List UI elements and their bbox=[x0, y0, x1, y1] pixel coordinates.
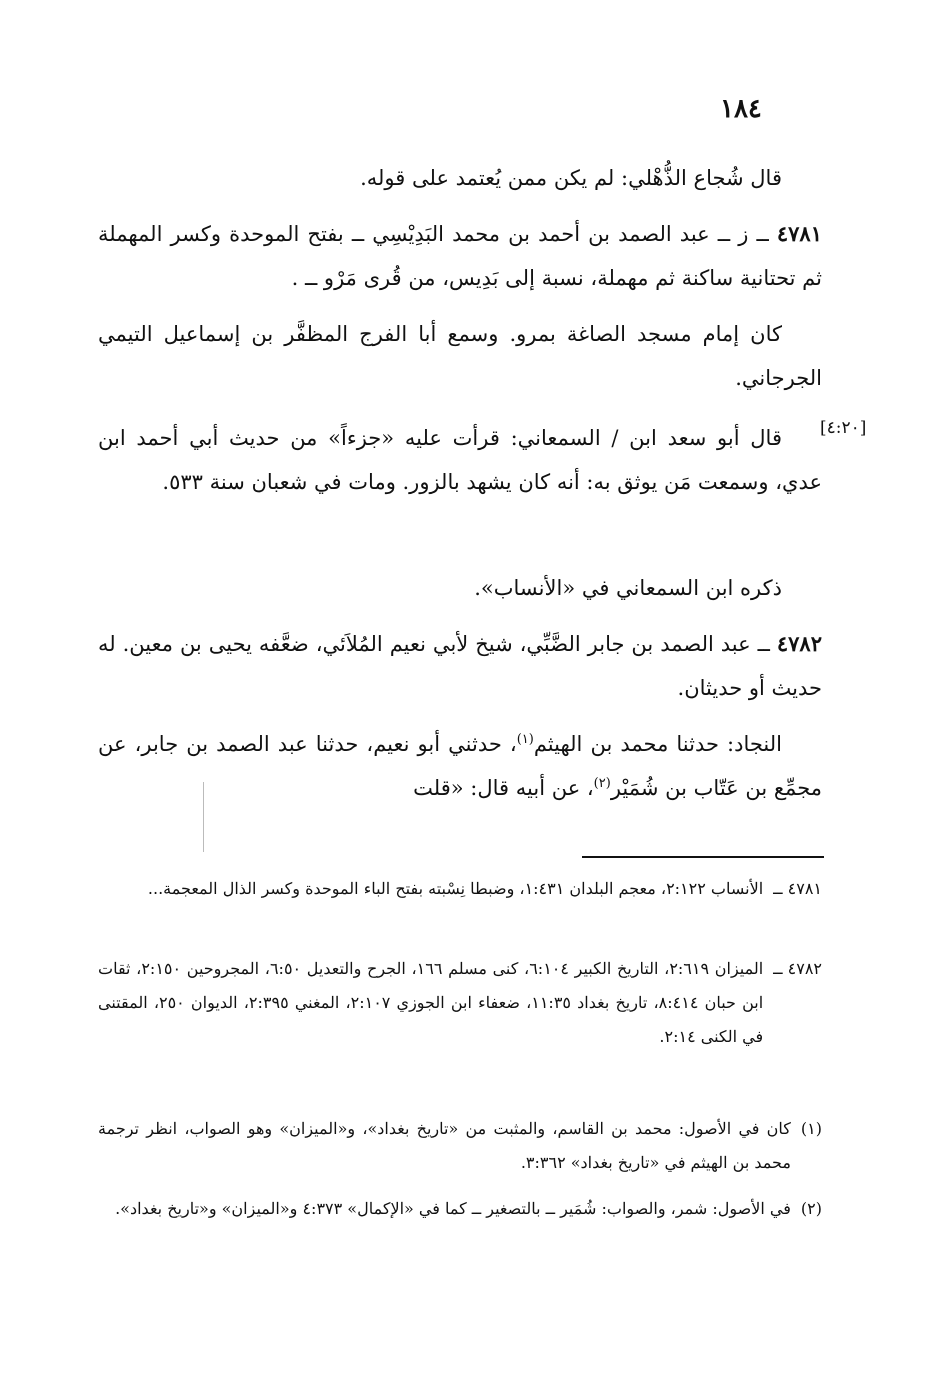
text-segment: ، عن أبيه قال: «قلت bbox=[413, 776, 594, 800]
entry-number: ٤٧٨٢ bbox=[776, 631, 822, 656]
paragraph-samani: قال أبو سعد ابن / السمعاني: قرأت عليه «جزءاً» من حديث أبي أحمد ابن عدي، وسمعت مَن يوثق به: أنه كان يشهد بالزور. ومات في شعبان سنة ٥٣٣. bbox=[98, 426, 822, 494]
text-segment: النجاد: حدثنا محمد بن الهيثم bbox=[533, 732, 782, 756]
entry-text: ــ عبد الصمد بن جابر الضَّبِّي، شيخ لأبي نعيم المُلاَئي، ضعَّفه يحيى بن معين. له حديث أو حديثان. bbox=[98, 632, 822, 700]
footnote-ref-2: (٢) bbox=[593, 776, 611, 791]
footnote-4782 bbox=[98, 952, 822, 1054]
footnote-label: ٤٧٨٢ ــ bbox=[773, 959, 822, 978]
entry-4781 bbox=[98, 212, 822, 300]
page-number: ١٨٤ bbox=[720, 94, 762, 124]
footnote-divider bbox=[582, 856, 824, 858]
paragraph-ansab: ذكره ابن السمعاني في «الأنساب». bbox=[474, 576, 782, 600]
footnote-label: (١) bbox=[800, 1119, 822, 1138]
footnote-label: (٢) bbox=[800, 1199, 822, 1218]
footnote-text: في الأصول: شمر، والصواب: شُمَير ــ بالتصغير ــ كما في «الإكمال» ٤:٣٧٣ و«الميزان» و«تاريخ بغداد». bbox=[115, 1199, 791, 1218]
entry-text: ــ ز ــ عبد الصمد بن أحمد بن محمد البَدِيْسِي ــ بفتح الموحدة وكسر المهملة ثم تحتانية ساكنة ثم مهملة، نسبة إلى بَدِيس، من قُرى مَرْو ــ . bbox=[98, 222, 822, 290]
footnote-2 bbox=[98, 1192, 822, 1226]
paragraph-imam: كان إمام مسجد الصاغة بمرو. وسمع أبا الفرج المظفَّر بن إسماعيل التيمي الجرجاني. bbox=[98, 322, 822, 390]
footnote-text: الأنساب ٢:١٢٢، معجم البلدان ١:٤٣١، وضبطا نِسْبته بفتح الباء الموحدة وكسر الذال المعجمة... bbox=[147, 879, 764, 898]
scan-artifact-line bbox=[203, 782, 204, 852]
footnote-text: الميزان ٢:٦١٩، التاريخ الكبير ٦:١٠٤، كنى مسلم ١٦٦، الجرح والتعديل ٦:٥٠، المجروحين ٢:١٥٠، ثقات ابن حبان ٨:٤١٤، تاريخ بغداد ١١:٣٥، ضعفاء ابن الجوزي ٢:١٠٧، المغني ٢:٣٩٥، الديوان ٢٥٠، المقتنى في الكنى ٢:١٤. bbox=[98, 959, 764, 1046]
margin-reference: [٤:٢٠] bbox=[820, 418, 867, 438]
footnote-text: كان في الأصول: محمد بن القاسم، والمثبت من «تاريخ بغداد»، و«الميزان» وهو الصواب، انظر ترجمة محمد بن الهيثم في «تاريخ بغداد» ٣:٣٦٢. bbox=[98, 1119, 791, 1172]
paragraph-shuja-quote: قال شُجاع الذُّهْلي: لم يكن ممن يُعتمد على قوله. bbox=[360, 166, 782, 190]
footnote-1 bbox=[98, 1112, 822, 1180]
footnote-ref-1: (١) bbox=[516, 732, 534, 747]
footnote-4781 bbox=[98, 872, 822, 906]
footnote-label: ٤٧٨١ ــ bbox=[773, 879, 822, 898]
text-segment: ، حدثني أبو نعيم، حدثنا عبد الصمد بن جابر، عن مجمِّع بن عَتّاب بن شُمَيْر bbox=[98, 732, 822, 800]
entry-number: ٤٧٨١ bbox=[776, 221, 822, 246]
entry-4782 bbox=[98, 622, 822, 710]
paragraph-najjad bbox=[98, 722, 822, 810]
